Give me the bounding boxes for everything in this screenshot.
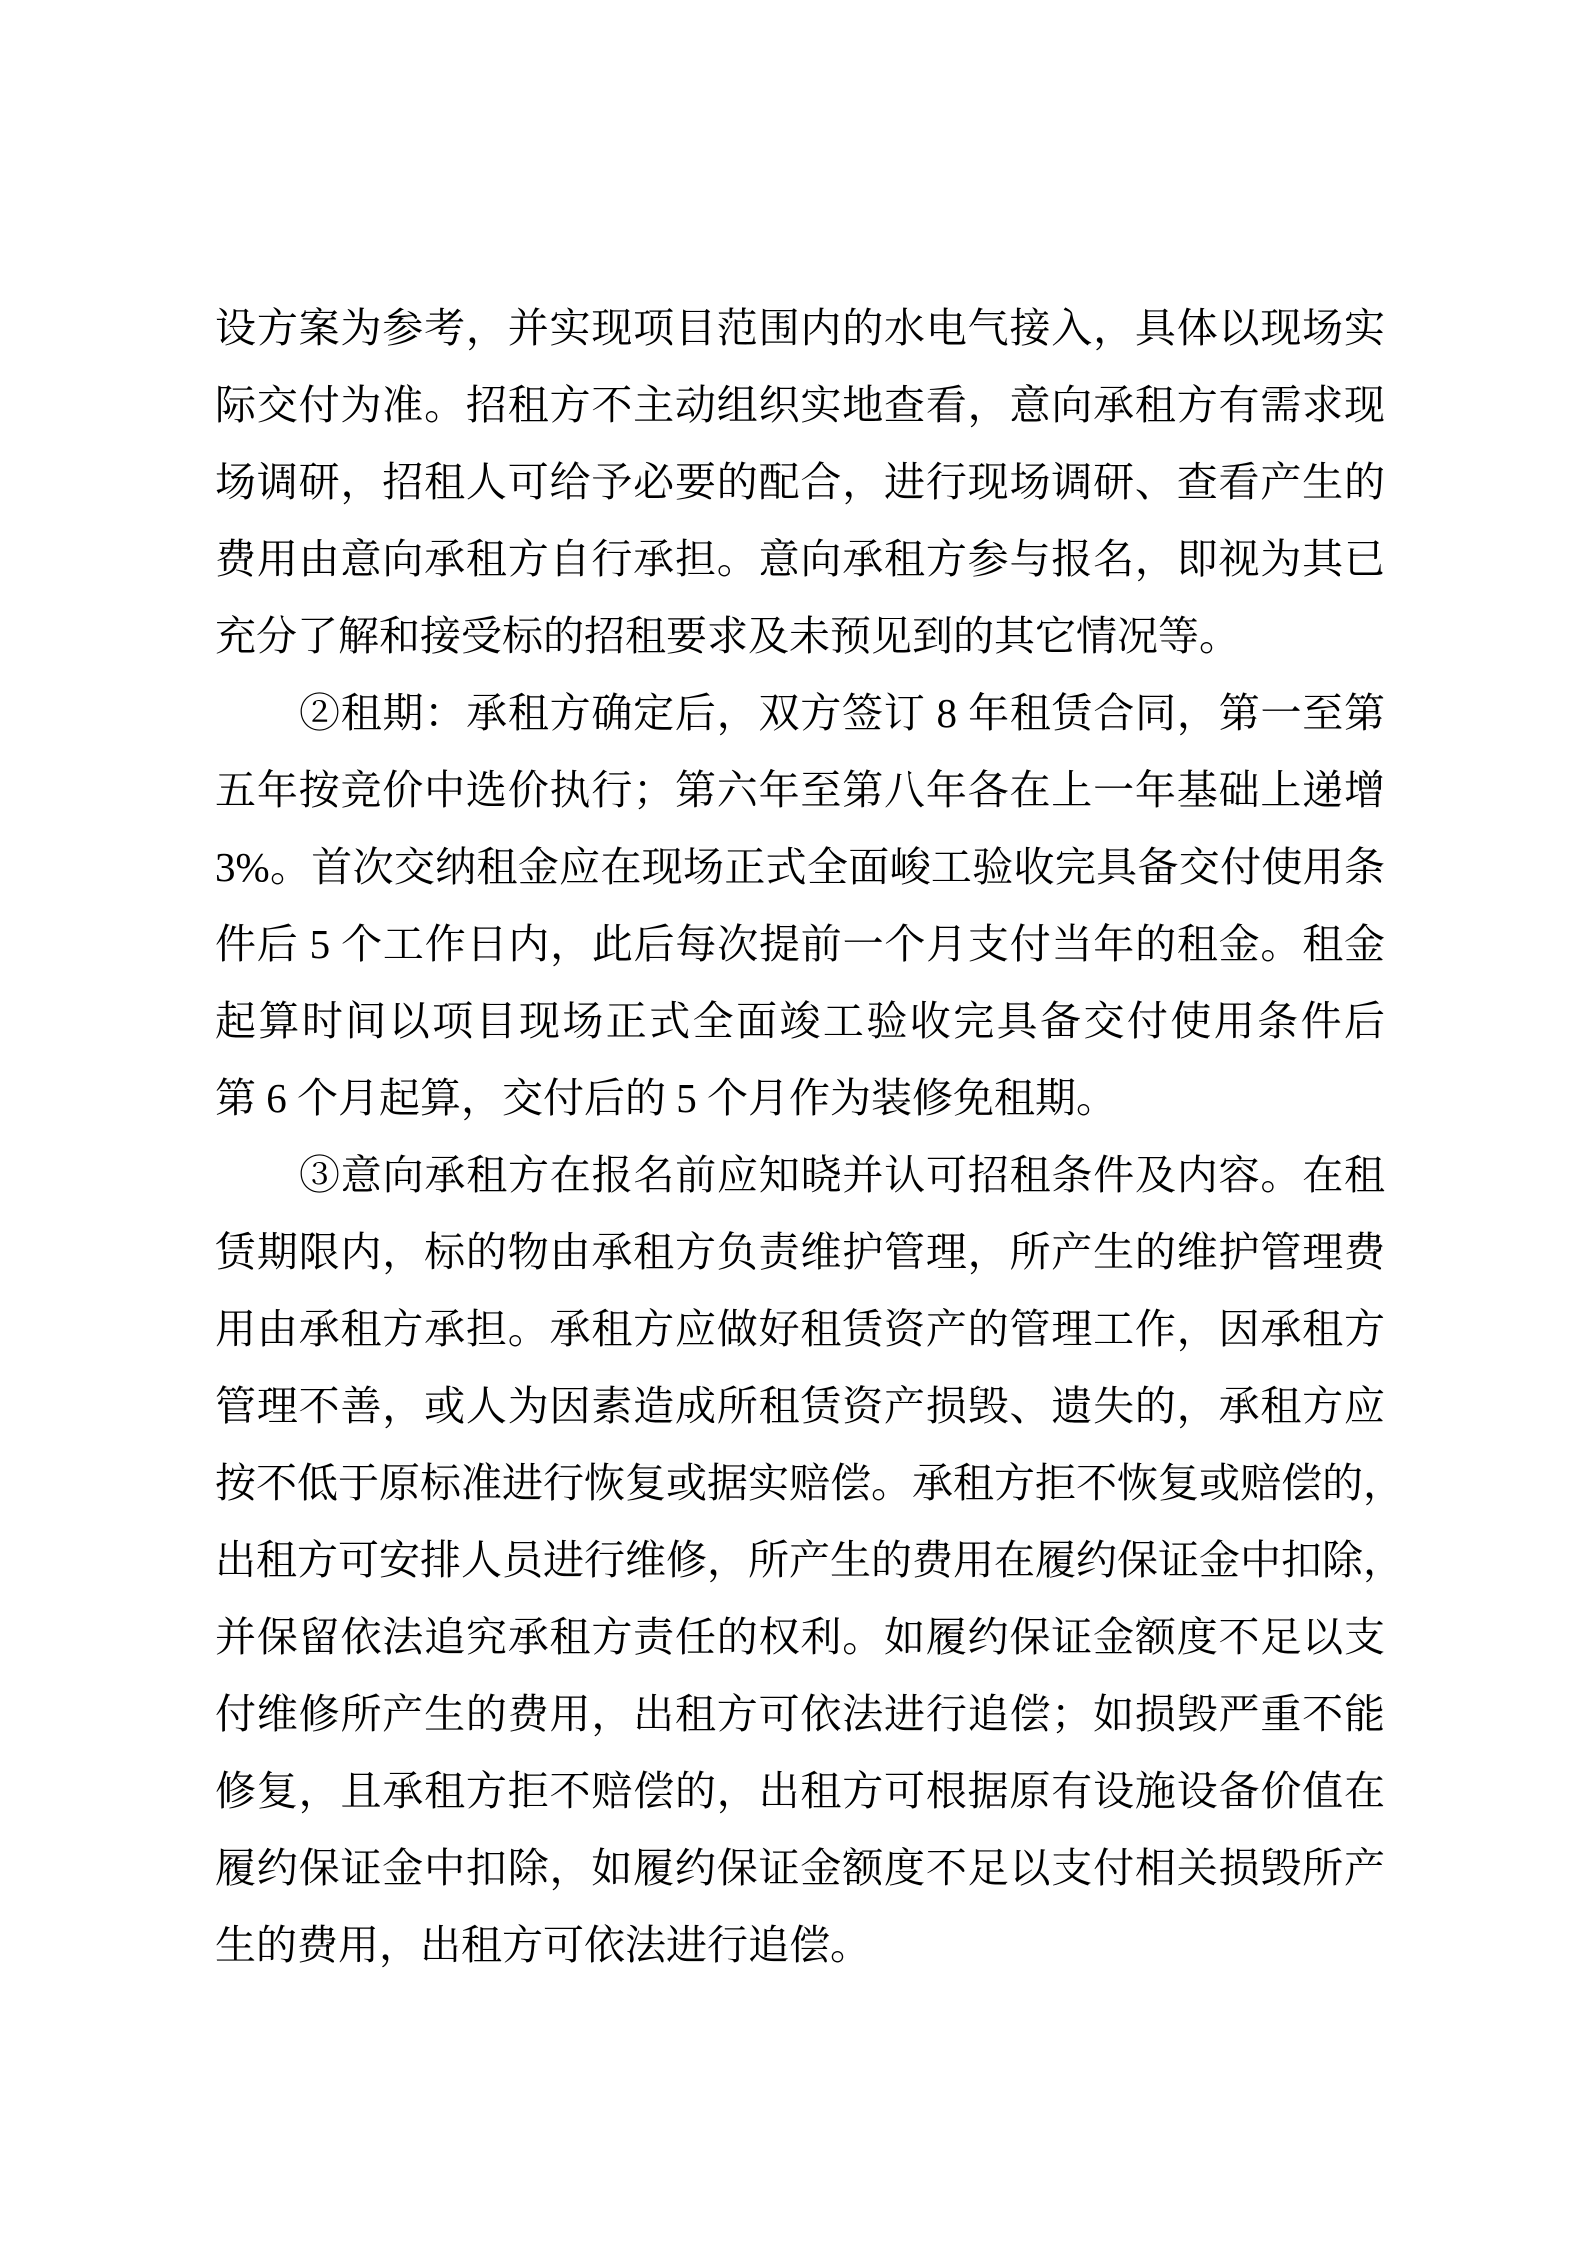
text-line: 际交付为准。招租方不主动组织实地查看，意向承租方有需求现	[215, 382, 1385, 428]
text-line: 生的费用，出租方可依法进行追偿。	[215, 1922, 871, 1968]
text-line: 付维修所产生的费用，出租方可依法进行追偿；如损毁严重不能	[215, 1691, 1385, 1737]
text-line: 用由承租方承担。承租方应做好租赁资产的管理工作，因承租方	[215, 1306, 1385, 1352]
paragraph-item-2	[215, 675, 1385, 1137]
text-line: 起算时间以项目现场正式全面竣工验收完具备交付使用条件后	[215, 998, 1385, 1044]
text-line: ③意向承租方在报名前应知晓并认可招租条件及内容。在租	[299, 1152, 1385, 1198]
text-line: 出租方可安排人员进行维修，所产生的费用在履约保证金中扣除，	[215, 1537, 1404, 1583]
document-text-block	[215, 290, 1404, 1984]
text-line: 设方案为参考，并实现项目范围内的水电气接入，具体以现场实	[215, 305, 1385, 351]
paragraph-continuation	[215, 290, 1385, 675]
text-line: 第 6 个月起算，交付后的 5 个月作为装修免租期。	[215, 1075, 1117, 1121]
text-line: 按不低于原标准进行恢复或据实赔偿。承租方拒不恢复或赔偿的，	[215, 1460, 1404, 1506]
text-line: 修复，且承租方拒不赔偿的，出租方可根据原有设施设备价值在	[215, 1768, 1385, 1814]
text-line: 3%。首次交纳租金应在现场正式全面峻工验收完具备交付使用条	[215, 844, 1385, 890]
text-line: 件后 5 个工作日内，此后每次提前一个月支付当年的租金。租金	[215, 921, 1385, 967]
text-line: 五年按竞价中选价执行；第六年至第八年各在上一年基础上递增	[215, 767, 1385, 813]
text-line: 履约保证金中扣除，如履约保证金额度不足以支付相关损毁所产	[215, 1845, 1385, 1891]
text-line: 费用由意向承租方自行承担。意向承租方参与报名，即视为其已	[215, 536, 1385, 582]
text-line: ②租期：承租方确定后，双方签订 8 年租赁合同，第一至第	[299, 690, 1385, 736]
text-line: 赁期限内，标的物由承租方负责维护管理，所产生的维护管理费	[215, 1229, 1385, 1275]
text-line: 并保留依法追究承租方责任的权利。如履约保证金额度不足以支	[215, 1614, 1385, 1660]
text-line: 场调研，招租人可给予必要的配合，进行现场调研、查看产生的	[215, 459, 1385, 505]
text-line: 充分了解和接受标的招租要求及未预见到的其它情况等。	[215, 613, 1240, 659]
paragraph-item-3	[215, 1137, 1404, 1984]
text-line: 管理不善，或人为因素造成所租赁资产损毁、遗失的，承租方应	[215, 1383, 1385, 1429]
